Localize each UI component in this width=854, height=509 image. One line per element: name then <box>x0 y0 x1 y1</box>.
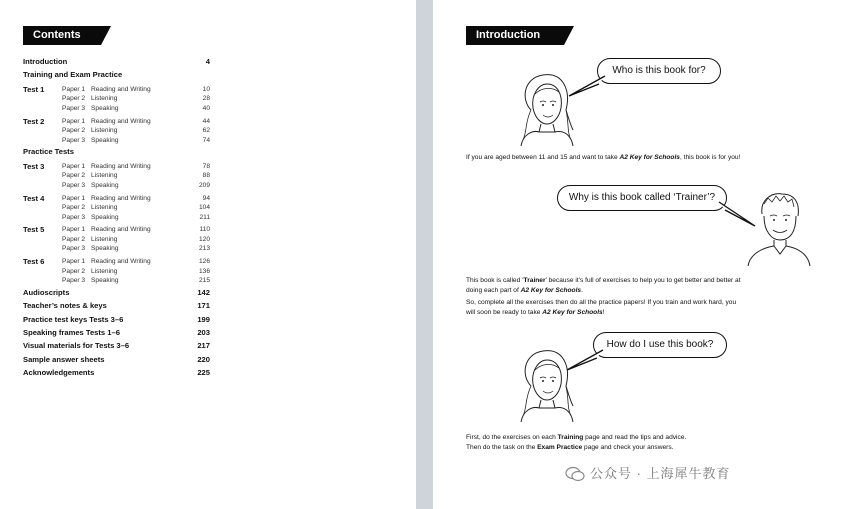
text: doing each part of <box>466 286 521 294</box>
introduction-page <box>433 0 854 509</box>
toc-paper-paper: Paper 2 <box>62 267 86 275</box>
toc-paper-row <box>23 181 213 191</box>
toc-test-group <box>23 85 213 114</box>
toc-paper-page: 104 <box>198 204 210 212</box>
toc-paper-row <box>23 267 213 277</box>
toc-paper-paper: Paper 2 <box>62 204 86 212</box>
watermark: 公众号 · 上海犀牛教育 <box>590 466 731 481</box>
toc-paper-row <box>23 257 213 267</box>
toc-paper-page: 215 <box>198 277 210 285</box>
toc-paper-skill: Listening <box>91 267 118 275</box>
toc-test-label: Test 4 <box>23 193 45 203</box>
toc-paper-skill: Speaking <box>91 104 119 112</box>
toc-label: Speaking frames Tests 1–6 <box>23 328 120 338</box>
boy-illustration <box>744 188 814 266</box>
toc-label: Teacher’s notes & keys <box>23 301 107 311</box>
toc-paper-paper: Paper 3 <box>62 277 86 285</box>
toc-page-number: 4 <box>205 57 210 66</box>
text: This book is called ‘ <box>466 277 524 284</box>
toc-paper-paper: Paper 1 <box>62 162 86 170</box>
toc-label: Practice Tests <box>23 147 74 157</box>
toc-entry <box>23 299 213 312</box>
toc-page-number: 142 <box>197 287 210 297</box>
toc-paper-paper: Paper 2 <box>62 172 86 180</box>
toc-section-heading <box>23 68 213 81</box>
toc-paper-row <box>23 162 213 172</box>
toc-test-group <box>23 257 213 286</box>
paragraph-usage <box>466 433 686 452</box>
toc-paper-page: 120 <box>198 235 210 243</box>
toc-paper-page: 88 <box>202 172 210 180</box>
exam-name: A2 Key for Schools <box>542 308 603 316</box>
toc-paper-row <box>23 117 213 127</box>
toc-paper-paper: Paper 1 <box>62 117 86 125</box>
question-who: Who is this book for? <box>612 65 706 76</box>
toc-paper-skill: Speaking <box>91 245 119 253</box>
toc-paper-row <box>23 225 213 235</box>
toc-paper-row <box>23 136 213 146</box>
toc-entry <box>23 55 213 68</box>
toc-paper-skill: Listening <box>91 95 118 103</box>
question-how: How do I use this book? <box>606 339 714 350</box>
text: So, complete all the exercises then do all the practice papers! If you train and work hard, you <box>466 299 737 306</box>
toc-paper-skill: Reading and Writing <box>91 194 151 202</box>
toc-test-group <box>23 225 213 254</box>
toc-paper-row <box>23 244 213 254</box>
contents-banner: Contents <box>23 26 101 45</box>
toc-entry <box>23 339 213 352</box>
paragraph-trainer <box>466 276 741 295</box>
training-word: Training <box>557 434 584 441</box>
toc-paper-page: 40 <box>202 104 210 112</box>
text: will soon be ready to take <box>466 308 543 316</box>
toc-paper-page: 94 <box>202 194 210 202</box>
toc-section-heading <box>23 145 213 158</box>
text: If you are aged between 11 and 15 and want to take <box>466 154 620 161</box>
toc-label: Practice test keys Tests 3–6 <box>23 314 124 324</box>
toc-paper-row <box>23 104 213 114</box>
toc-paper-page: 78 <box>202 162 210 170</box>
toc-test-label: Test 1 <box>23 84 45 94</box>
toc-paper-skill: Reading and Writing <box>91 258 151 266</box>
toc-paper-skill: Speaking <box>91 181 119 189</box>
toc-paper-row <box>23 94 213 104</box>
toc-paper-paper: Paper 3 <box>62 245 86 253</box>
exam-name: A2 Key for Schools <box>520 286 582 294</box>
toc-paper-paper: Paper 3 <box>62 136 86 144</box>
table-of-contents <box>23 55 213 380</box>
toc-page-number: 171 <box>197 301 210 311</box>
toc-paper-row <box>23 213 213 223</box>
toc-paper-skill: Speaking <box>91 213 119 221</box>
toc-test-label: Test 6 <box>23 257 45 267</box>
toc-paper-skill: Reading and Writing <box>91 226 151 234</box>
toc-paper-page: 211 <box>199 213 210 221</box>
toc-test-group <box>23 162 213 191</box>
toc-paper-paper: Paper 3 <box>62 213 86 221</box>
toc-label: Introduction <box>23 57 68 66</box>
toc-test-label: Test 3 <box>23 161 45 171</box>
toc-paper-page: 44 <box>202 117 210 125</box>
toc-entry <box>23 286 213 299</box>
wechat-icon <box>565 466 585 482</box>
toc-label: Audioscripts <box>23 287 70 297</box>
toc-page-number: 217 <box>197 341 210 351</box>
toc-paper-skill: Listening <box>91 127 118 135</box>
toc-paper-page: 10 <box>202 85 210 93</box>
introduction-banner: Introduction <box>466 26 564 45</box>
toc-paper-skill: Reading and Writing <box>91 85 151 93</box>
text: page and check your answers. <box>582 443 674 451</box>
toc-paper-skill: Listening <box>91 235 118 243</box>
toc-paper-row <box>23 126 213 136</box>
toc-page-number: 225 <box>197 368 210 378</box>
toc-paper-page: 213 <box>198 245 210 253</box>
toc-paper-paper: Paper 1 <box>62 226 86 234</box>
question-why: Why is this book called ‘Trainer’? <box>568 192 716 203</box>
toc-page-number: 220 <box>197 354 210 364</box>
toc-entry <box>23 366 213 379</box>
exam-name: A2 Key for Schools <box>619 154 680 161</box>
toc-paper-paper: Paper 1 <box>62 194 86 202</box>
toc-test-label: Test 5 <box>23 225 45 235</box>
page-gutter <box>416 0 433 509</box>
exam-practice-word: Exam Practice <box>537 443 583 451</box>
toc-paper-paper: Paper 1 <box>62 85 86 93</box>
speech-bubble-who <box>597 58 721 84</box>
toc-paper-page: 28 <box>202 95 210 103</box>
toc-page-number: 199 <box>197 314 210 324</box>
toc-entry <box>23 313 213 326</box>
toc-test-group <box>23 194 213 223</box>
toc-label: Training and Exam Practice <box>23 70 123 80</box>
speech-bubble-how <box>593 332 727 358</box>
paragraph-audience <box>466 153 740 163</box>
toc-label: Acknowledgements <box>23 368 95 378</box>
toc-paper-row <box>23 194 213 204</box>
toc-label: Visual materials for Tests 3–6 <box>23 341 130 351</box>
toc-paper-page: 62 <box>202 127 210 135</box>
toc-paper-paper: Paper 2 <box>62 235 86 243</box>
toc-paper-paper: Paper 1 <box>62 258 86 266</box>
contents-page <box>0 0 416 509</box>
trainer-word: Trainer <box>523 277 546 284</box>
toc-page-number: 203 <box>197 328 210 338</box>
toc-paper-page: 126 <box>198 258 210 266</box>
toc-paper-page: 74 <box>202 136 210 144</box>
toc-entry <box>23 326 213 339</box>
toc-paper-skill: Listening <box>91 204 118 212</box>
text: ’ because it’s full of exercises to help you to get better and better at <box>545 277 741 284</box>
text: First, do the exercises on each <box>466 434 558 441</box>
paragraph-practice <box>466 298 736 317</box>
toc-paper-paper: Paper 2 <box>62 127 86 135</box>
toc-paper-row <box>23 235 213 245</box>
toc-test-label: Test 2 <box>23 116 45 126</box>
toc-paper-paper: Paper 2 <box>62 95 86 103</box>
toc-paper-skill: Reading and Writing <box>91 162 151 170</box>
text: , this book is for you! <box>679 154 741 161</box>
text: . <box>581 286 583 294</box>
text: page and read the tips and advice. <box>583 434 687 441</box>
text: Then do the task on the <box>466 443 538 451</box>
bubble-tail <box>567 74 607 98</box>
bubble-tail <box>565 348 605 372</box>
toc-paper-paper: Paper 3 <box>62 181 86 189</box>
toc-paper-row <box>23 171 213 181</box>
toc-paper-row <box>23 276 213 286</box>
text: ! <box>602 308 605 316</box>
toc-paper-skill: Speaking <box>91 277 119 285</box>
toc-paper-page: 209 <box>198 181 210 189</box>
speech-bubble-why <box>557 185 727 211</box>
toc-paper-page: 110 <box>199 226 210 234</box>
toc-paper-row <box>23 203 213 213</box>
toc-paper-page: 136 <box>198 267 210 275</box>
toc-paper-skill: Reading and Writing <box>91 117 151 125</box>
toc-test-group <box>23 117 213 146</box>
toc-paper-skill: Speaking <box>91 136 119 144</box>
toc-label: Sample answer sheets <box>23 354 105 364</box>
toc-paper-skill: Listening <box>91 172 118 180</box>
toc-paper-row <box>23 85 213 95</box>
toc-paper-paper: Paper 3 <box>62 104 86 112</box>
toc-entry <box>23 353 213 366</box>
